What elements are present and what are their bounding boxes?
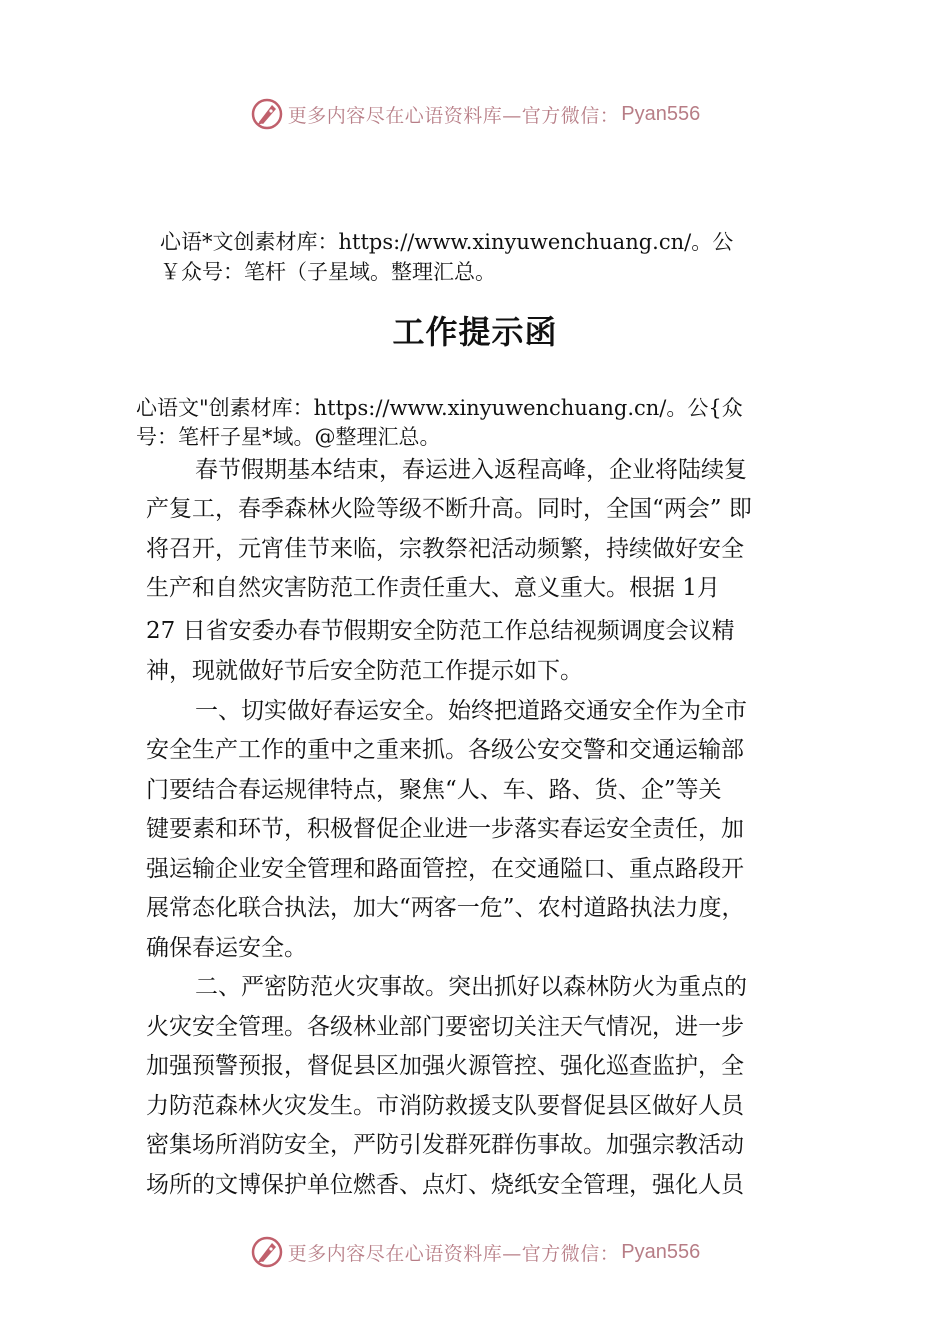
banner-text: 更多内容尽在心语资料库—官方微信：	[287, 104, 620, 127]
paragraph-line: 密集场所消防安全，严防引发群死群伤事故。加强宗教活动	[146, 1132, 744, 1158]
paragraph-line: 火灾安全管理。各级林业部门要密切关注天气情况，进一步	[146, 1014, 744, 1040]
paragraph-line: 生产和自然灾害防范工作责任重大、意义重大。根据 1月	[146, 575, 720, 601]
pen-nib-logo-icon	[250, 1235, 284, 1269]
paragraph-line: 将召开，元宵佳节来临，宗教祭祀活动频繁，持续做好安全	[146, 536, 744, 562]
document-title: 工作提示函	[392, 313, 558, 351]
watermark-line: 心语文"创素材库：https://www.xinyuwenchuang.cn/。公{众	[136, 396, 743, 420]
watermark-line: 心语*文创素材库：https://www.xinyuwenchuang.cn/。公	[160, 230, 734, 254]
paragraph-line: 春节假期基本结束，春运进入返程高峰，企业将陆续复	[195, 457, 747, 483]
wechat-id: Pyan556	[621, 102, 701, 125]
footer-banner	[0, 1232, 950, 1272]
paragraph-line: 神，现就做好节后安全防范工作提示如下。	[146, 658, 583, 684]
paragraph-line: 展常态化联合执法，加大“两客一危”、农村道路执法力度，	[146, 895, 745, 921]
watermark-line: 号：笔杆子星*域。@整理汇总。	[136, 425, 441, 449]
pen-nib-logo-icon	[250, 97, 284, 131]
paragraph-line: 力防范森林火灾发生。市消防救援支队要督促县区做好人员	[146, 1093, 744, 1119]
paragraph-line: 门要结合春运规律特点，聚焦“人、车、路、货、企”等关	[146, 777, 722, 803]
paragraph-line: 安全生产工作的重中之重来抓。各级公安交警和交通运输部	[146, 737, 744, 763]
banner-text: 更多内容尽在心语资料库—官方微信：	[287, 1242, 620, 1265]
paragraph-line: 二、严密防范火灾事故。突出抓好以森林防火为重点的	[195, 974, 747, 1000]
paragraph-line: 一、切实做好春运安全。始终把道路交通安全作为全市	[195, 698, 747, 724]
paragraph-line: 强运输企业安全管理和路面管控，在交通隘口、重点路段开	[146, 856, 744, 882]
paragraph-line: 场所的文博保护单位燃香、点灯、烧纸安全管理，强化人员	[146, 1172, 744, 1198]
paragraph-line: 27 日省安委办春节假期安全防范工作总结视频调度会议精	[146, 618, 735, 644]
header-banner	[0, 94, 950, 134]
paragraph-line: 产复工，春季森林火险等级不断升高。同时，全国“两会” 即	[146, 496, 752, 522]
wechat-id: Pyan556	[621, 1240, 701, 1263]
watermark-line: ￥众号：笔杆（子星域。整理汇总。	[160, 260, 496, 284]
paragraph-line: 键要素和环节，积极督促企业进一步落实春运安全责任，加	[146, 816, 744, 842]
paragraph-line: 加强预警预报，督促县区加强火源管控、强化巡查监护，全	[146, 1053, 744, 1079]
paragraph-line: 确保春运安全。	[146, 935, 307, 961]
